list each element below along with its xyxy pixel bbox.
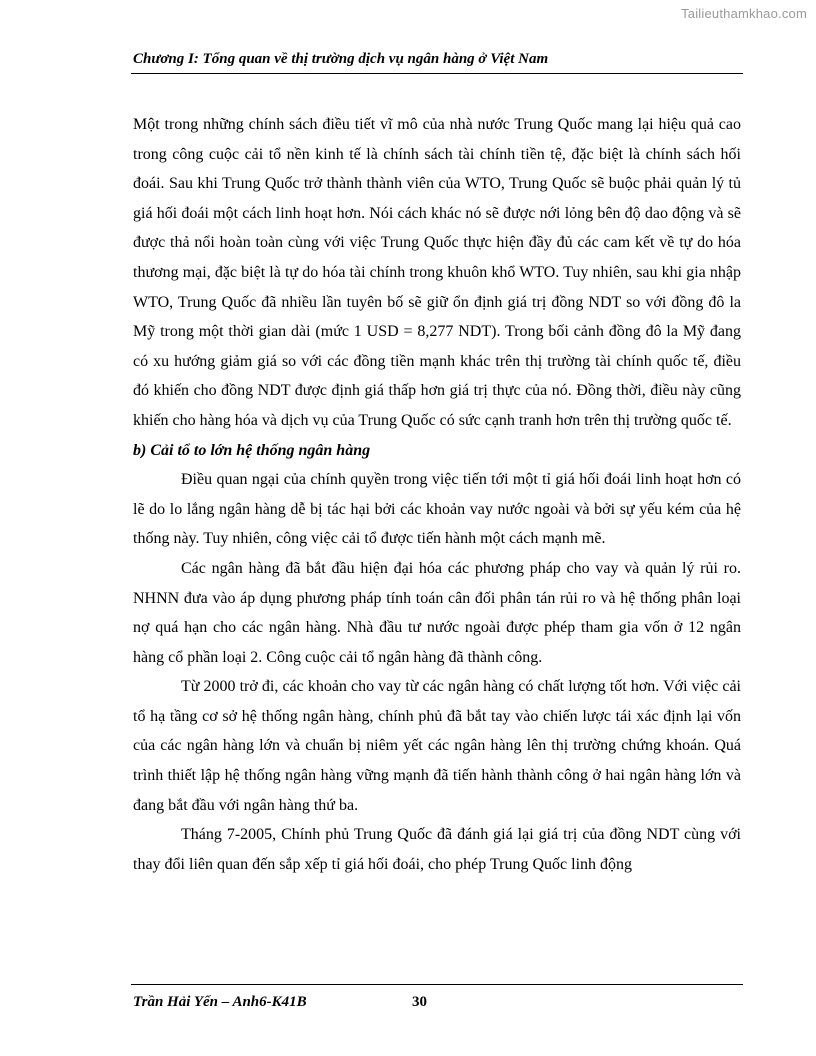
page-number: 30 xyxy=(412,994,427,1010)
footer-divider xyxy=(131,984,743,985)
paragraph-bank-modernization: Các ngân hàng đã bắt đầu hiện đại hóa các phương pháp cho vay và quản lý rủi ro. NHNN đưa vào áp dụng phương pháp tính toán cân đối phân tán rủi ro và hệ thống phân loại nợ quá hạn cho các ngân hàng. Nhà đầu tư nước ngoài được phép tham gia vốn ở 12 ngân hàng cổ phần loại 2. Công cuộc cải tổ ngân hàng đã thành công. xyxy=(133,559,741,666)
section-subheading: b) Cải tổ to lớn hệ thống ngân hàng xyxy=(133,441,371,459)
page-body xyxy=(133,110,741,879)
paragraph-july-2005: Tháng 7-2005, Chính phủ Trung Quốc đã đánh giá lại giá trị của đồng NDT cùng với thay đổi liên quan đến sắp xếp tỉ giá hối đoái, cho phép Trung Quốc linh động xyxy=(133,826,741,873)
paragraph-banking-concern: Điều quan ngại của chính quyền trong việc tiến tới một tỉ giá hối đoái linh hoạt hơn có lẽ do lo lắng ngân hàng dễ bị tác hại bởi các khoản vay nước ngoài và bởi sự yếu kém của hệ thống này. Tuy nhiên, công việc cải tổ được tiến hành một cách mạnh mẽ. xyxy=(133,471,741,548)
header-divider xyxy=(131,73,743,74)
footer-author: Trần Hải Yến – Anh6-K41B xyxy=(133,994,307,1010)
paragraph-exchange-policy: Một trong những chính sách điều tiết vĩ mô của nhà nước Trung Quốc mang lại hiệu quả cao trong công cuộc cải tổ nền kinh tế là chính sách tài chính tiền tệ, đặc biệt là chính sách hối đoái. Sau khi Trung Quốc trở thành thành viên của WTO, Trung Quốc sẽ buộc phải quản lý tủ giá hối đoái một cách linh hoạt hơn. Nói cách khác nó sẽ được nới lỏng bên độ dao động và sẽ được thả nổi hoàn toàn cùng với việc Trung Quốc thực hiện đầy đủ các cam kết về tự do hóa thương mại, đặc biệt là tự do hóa tài chính trong khuôn khổ WTO. Tuy nhiên, sau khi gia nhập WTO, Trung Quốc đã nhiều lần tuyên bố sẽ giữ ổn định giá trị đồng NDT so với đồng đô la Mỹ trong một thời gian dài (mức 1 USD = 8,277 NDT). Trong bối cảnh đồng đô la Mỹ đang có xu hướng giảm giá so với các đồng tiền mạnh khác trên thị trường tài chính quốc tế, điều đó khiến cho đồng NDT được định giá thấp hơn giá trị thực của nó. Đồng thời, điều này cũng khiến cho hàng hóa và dịch vụ của Trung Quốc có sức cạnh tranh hơn trên thị trường quốc tế. xyxy=(133,116,741,429)
watermark: Tailieuthamkhao.com xyxy=(681,6,807,21)
chapter-header: Chương I: Tổng quan về thị trường dịch vụ ngân hàng ở Việt Nam xyxy=(133,51,549,67)
paragraph-since-2000: Từ 2000 trở đi, các khoản cho vay từ các ngân hàng có chất lượng tốt hơn. Với việc cải tổ hạ tầng cơ sở hệ thống ngân hàng, chính phủ đã bắt tay vào chiến lược tái xác định lại vốn của các ngân hàng lớn và chuẩn bị niêm yết các ngân hàng lên thị trường chứng khoán. Quá trình thiết lập hệ thống ngân hàng vững mạnh đã tiến hành thành công ở hai ngân hàng lớn và đang bắt đầu với ngân hàng thứ ba. xyxy=(133,678,741,814)
